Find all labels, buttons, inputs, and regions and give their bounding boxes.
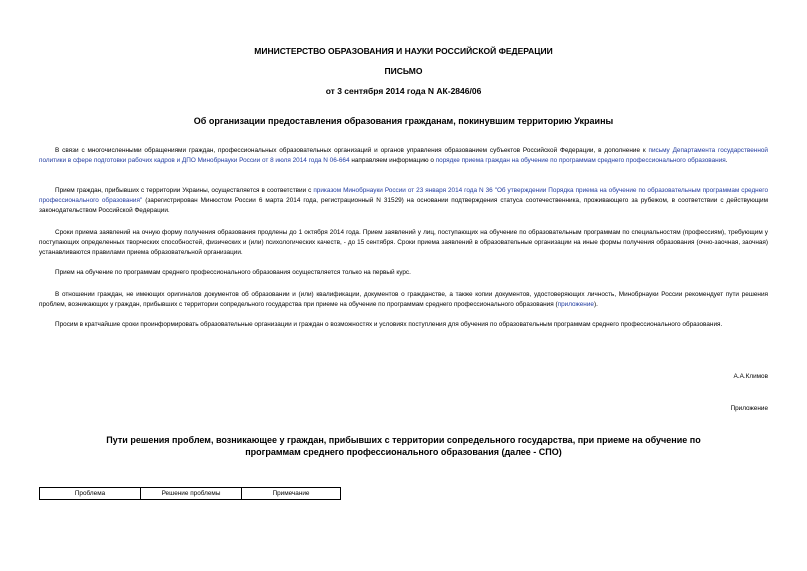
- ministry-heading: МИНИСТЕРСТВО ОБРАЗОВАНИЯ И НАУКИ РОССИЙСКОЙ ФЕДЕРАЦИИ: [254, 46, 553, 56]
- link-order-36[interactable]: приказом Минобрнауки России от 23 января 2014 года N 36 "Об утверждении Порядка приема на обучение по образовательным программам среднего профессионального образования": [39, 187, 768, 204]
- paragraph-3: Сроки приема заявлений на очную форму получения образования продлены до 1 октября 2014 года. Прием заявлений у лиц, поступающих на обучение по образовательным программам по специальностям (профессиям), требующим у поступающих определенных творческих способностей, физических и (или) психологических качеств, - до 15 сентября. Сроки приема заявлений в образовательные организации на иные формы получения образования (очно-заочная, заочная) устанавливаются правилами приема образовательной организации.: [39, 229, 768, 256]
- paragraph-1-text-c: .: [725, 157, 728, 164]
- appendix-title: Пути решения проблем, возникающее у граждан, прибывших с территории сопредельного государства, при приеме на обучение по программам среднего профессионального образования (далее - СПО): [106, 435, 701, 457]
- table-header-note: Примечание: [242, 488, 341, 500]
- table-header-row: [40, 488, 341, 500]
- doc-type-heading: ПИСЬМО: [384, 66, 423, 76]
- paragraph-1: [39, 146, 768, 166]
- appendix-table: [39, 487, 341, 500]
- paragraph-2-text-b: (зарегистрирован Минюстом России 6 марта 2014 года, регистрационный N 31529) на основании подтверждения статуса соотечественника, проживающего за рубежом, в соответствии с действующим законодательством Российской Федерации.: [39, 197, 768, 214]
- paragraph-4: Прием на обучение по программам среднего профессионального образования осуществляется только на первый курс.: [55, 269, 411, 276]
- link-admission-procedure[interactable]: порядке приема граждан на обучение по программам среднего профессионального образования: [435, 157, 726, 164]
- table-header-problem: Проблема: [40, 488, 141, 500]
- paragraph-2: [39, 186, 768, 216]
- paragraph-5: [39, 290, 768, 310]
- paragraph-2-text-a: Прием граждан, прибывших с территории Украины, осуществляется в соответствии с: [55, 187, 314, 194]
- paragraph-5-text-b: ).: [593, 301, 598, 308]
- paragraph-6: Просим в кратчайшие сроки проинформировать образовательные организации и граждан о возможностях и условиях поступления для обучения по образовательным программам среднего профессионального образования.: [55, 321, 723, 328]
- paragraph-1-text-b: направляем информацию о: [349, 157, 436, 164]
- paragraph-1-text-a: В связи с многочисленными обращениями граждан, профессиональных образовательных организаций и органов управления образованием субъектов Российской Федерации, в дополнение к: [55, 147, 649, 154]
- signature: А.А.Климов: [733, 373, 768, 380]
- subject-title: Об организации предоставления образования гражданам, покинувшим территорию Украины: [193, 116, 614, 126]
- table-header-solution: Решение проблемы: [141, 488, 242, 500]
- date-number-heading: от 3 сентября 2014 года N АК-2846/06: [325, 86, 482, 96]
- link-letter-department[interactable]: письму Департамента государственной политики в сфере подготовки рабочих кадров и ДПО Минобрнауки России от 8 июля 2014 года N 06-664: [39, 147, 768, 164]
- paragraph-5-text-a: В отношении граждан, не имеющих оригиналов документов об образовании и (или) квалификации, документов о гражданстве, а также копии документов, удостоверяющих личность, Минобрнауки России рекомендует пути решения проблем, возникающих у граждан, прибывших с территории сопредельного государства при приеме на обучение по программам среднего профессионального образования (: [39, 291, 768, 308]
- link-appendix[interactable]: приложение: [557, 301, 594, 308]
- appendix-label: Приложение: [730, 405, 768, 412]
